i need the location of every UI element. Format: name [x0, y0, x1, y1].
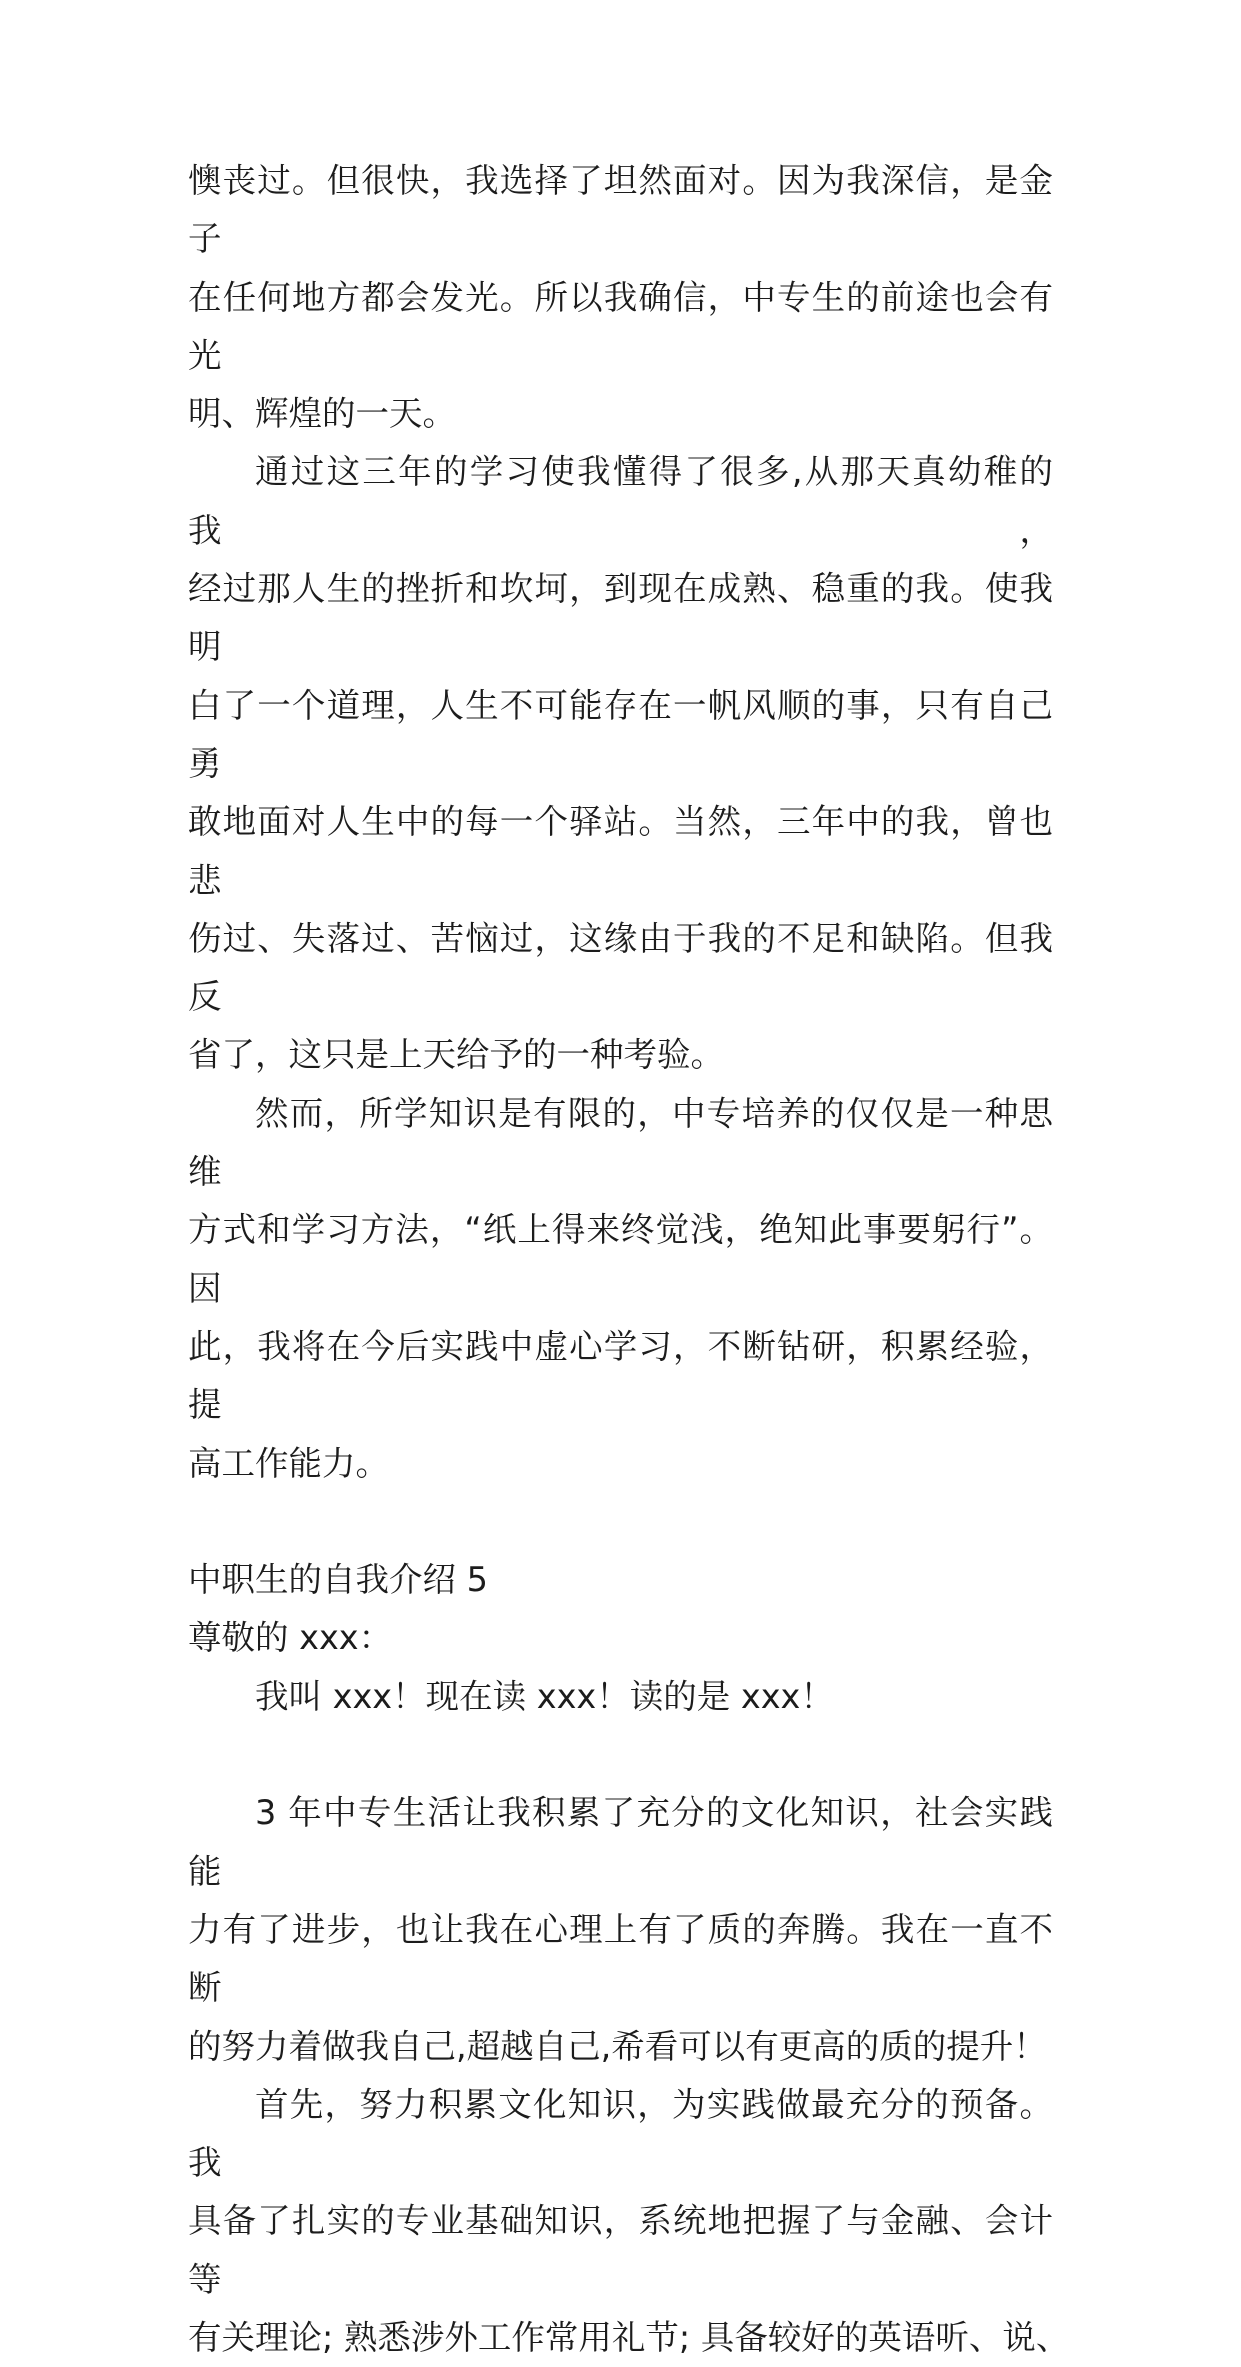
text-line: 高工作能力。 [188, 1443, 389, 1483]
document-body [188, 152, 1070, 2367]
text-line: 我叫 xxx！现在读 xxx！读的是 xxx！ [255, 1676, 834, 1716]
text-line: 然而，所学知识是有限的，中专培养的仅仅是一种思维 [188, 1093, 1053, 1192]
text-line: 中职生的自我介绍 5 [188, 1560, 488, 1600]
text-line: 伤过、失落过、苦恼过，这缘由于我的不足和缺陷。但我反 [188, 918, 1053, 1017]
text-line: 经过那人生的挫折和坎坷，到现在成熟、稳重的我。使我明 [188, 569, 1053, 667]
text-line: 有关理论; 熟悉涉外工作常用礼节; 具备较好的英语听、说、 [188, 2317, 1070, 2357]
text-line: 通过这三年的学习使我懂得了很多,从那天真幼稚的我， [188, 452, 1053, 550]
text-line: 具备了扎实的专业基础知识，系统地把握了与金融、会计等 [188, 2201, 1053, 2299]
text-line: 尊敬的 xxx： [188, 1618, 393, 1658]
text-line: 3 年中专生活让我积累了充分的文化知识，社会实践能 [188, 1793, 1053, 1891]
text-line: 此，我将在今后实践中虚心学习，不断钻研，积累经验，提 [188, 1326, 1053, 1425]
text-line: 力有了进步，也让我在心理上有了质的奔腾。我在一直不断 [188, 1909, 1053, 2008]
text-line: 省了，这只是上天给予的一种考验。 [188, 1035, 724, 1075]
blank-line [188, 1726, 1053, 1784]
text-line: 敢地面对人生中的每一个驿站。当然，三年中的我，曾也悲 [188, 802, 1053, 900]
text-line: 方式和学习方法，“纸上得来终觉浅，绝知此事要躬行”。因 [188, 1210, 1053, 1308]
text-line: 懊丧过。但很快，我选择了坦然面对。因为我深信，是金子 [188, 161, 1053, 259]
text-line: 白了一个道理，人生不可能存在一帆风顺的事，只有自己勇 [188, 685, 1053, 783]
text-line: 的努力着做我自己,超越自己,希看可以有更高的质的提升！ [188, 2026, 1047, 2066]
blank-line [188, 1493, 1053, 1551]
text-line: 在任何地方都会发光。所以我确信，中专生的前途也会有光 [188, 277, 1053, 375]
text-line: 明、辉煌的一天。 [188, 394, 456, 434]
text-line: 首先，努力积累文化知识，为实践做最充分的预备。我 [188, 2084, 1053, 2183]
